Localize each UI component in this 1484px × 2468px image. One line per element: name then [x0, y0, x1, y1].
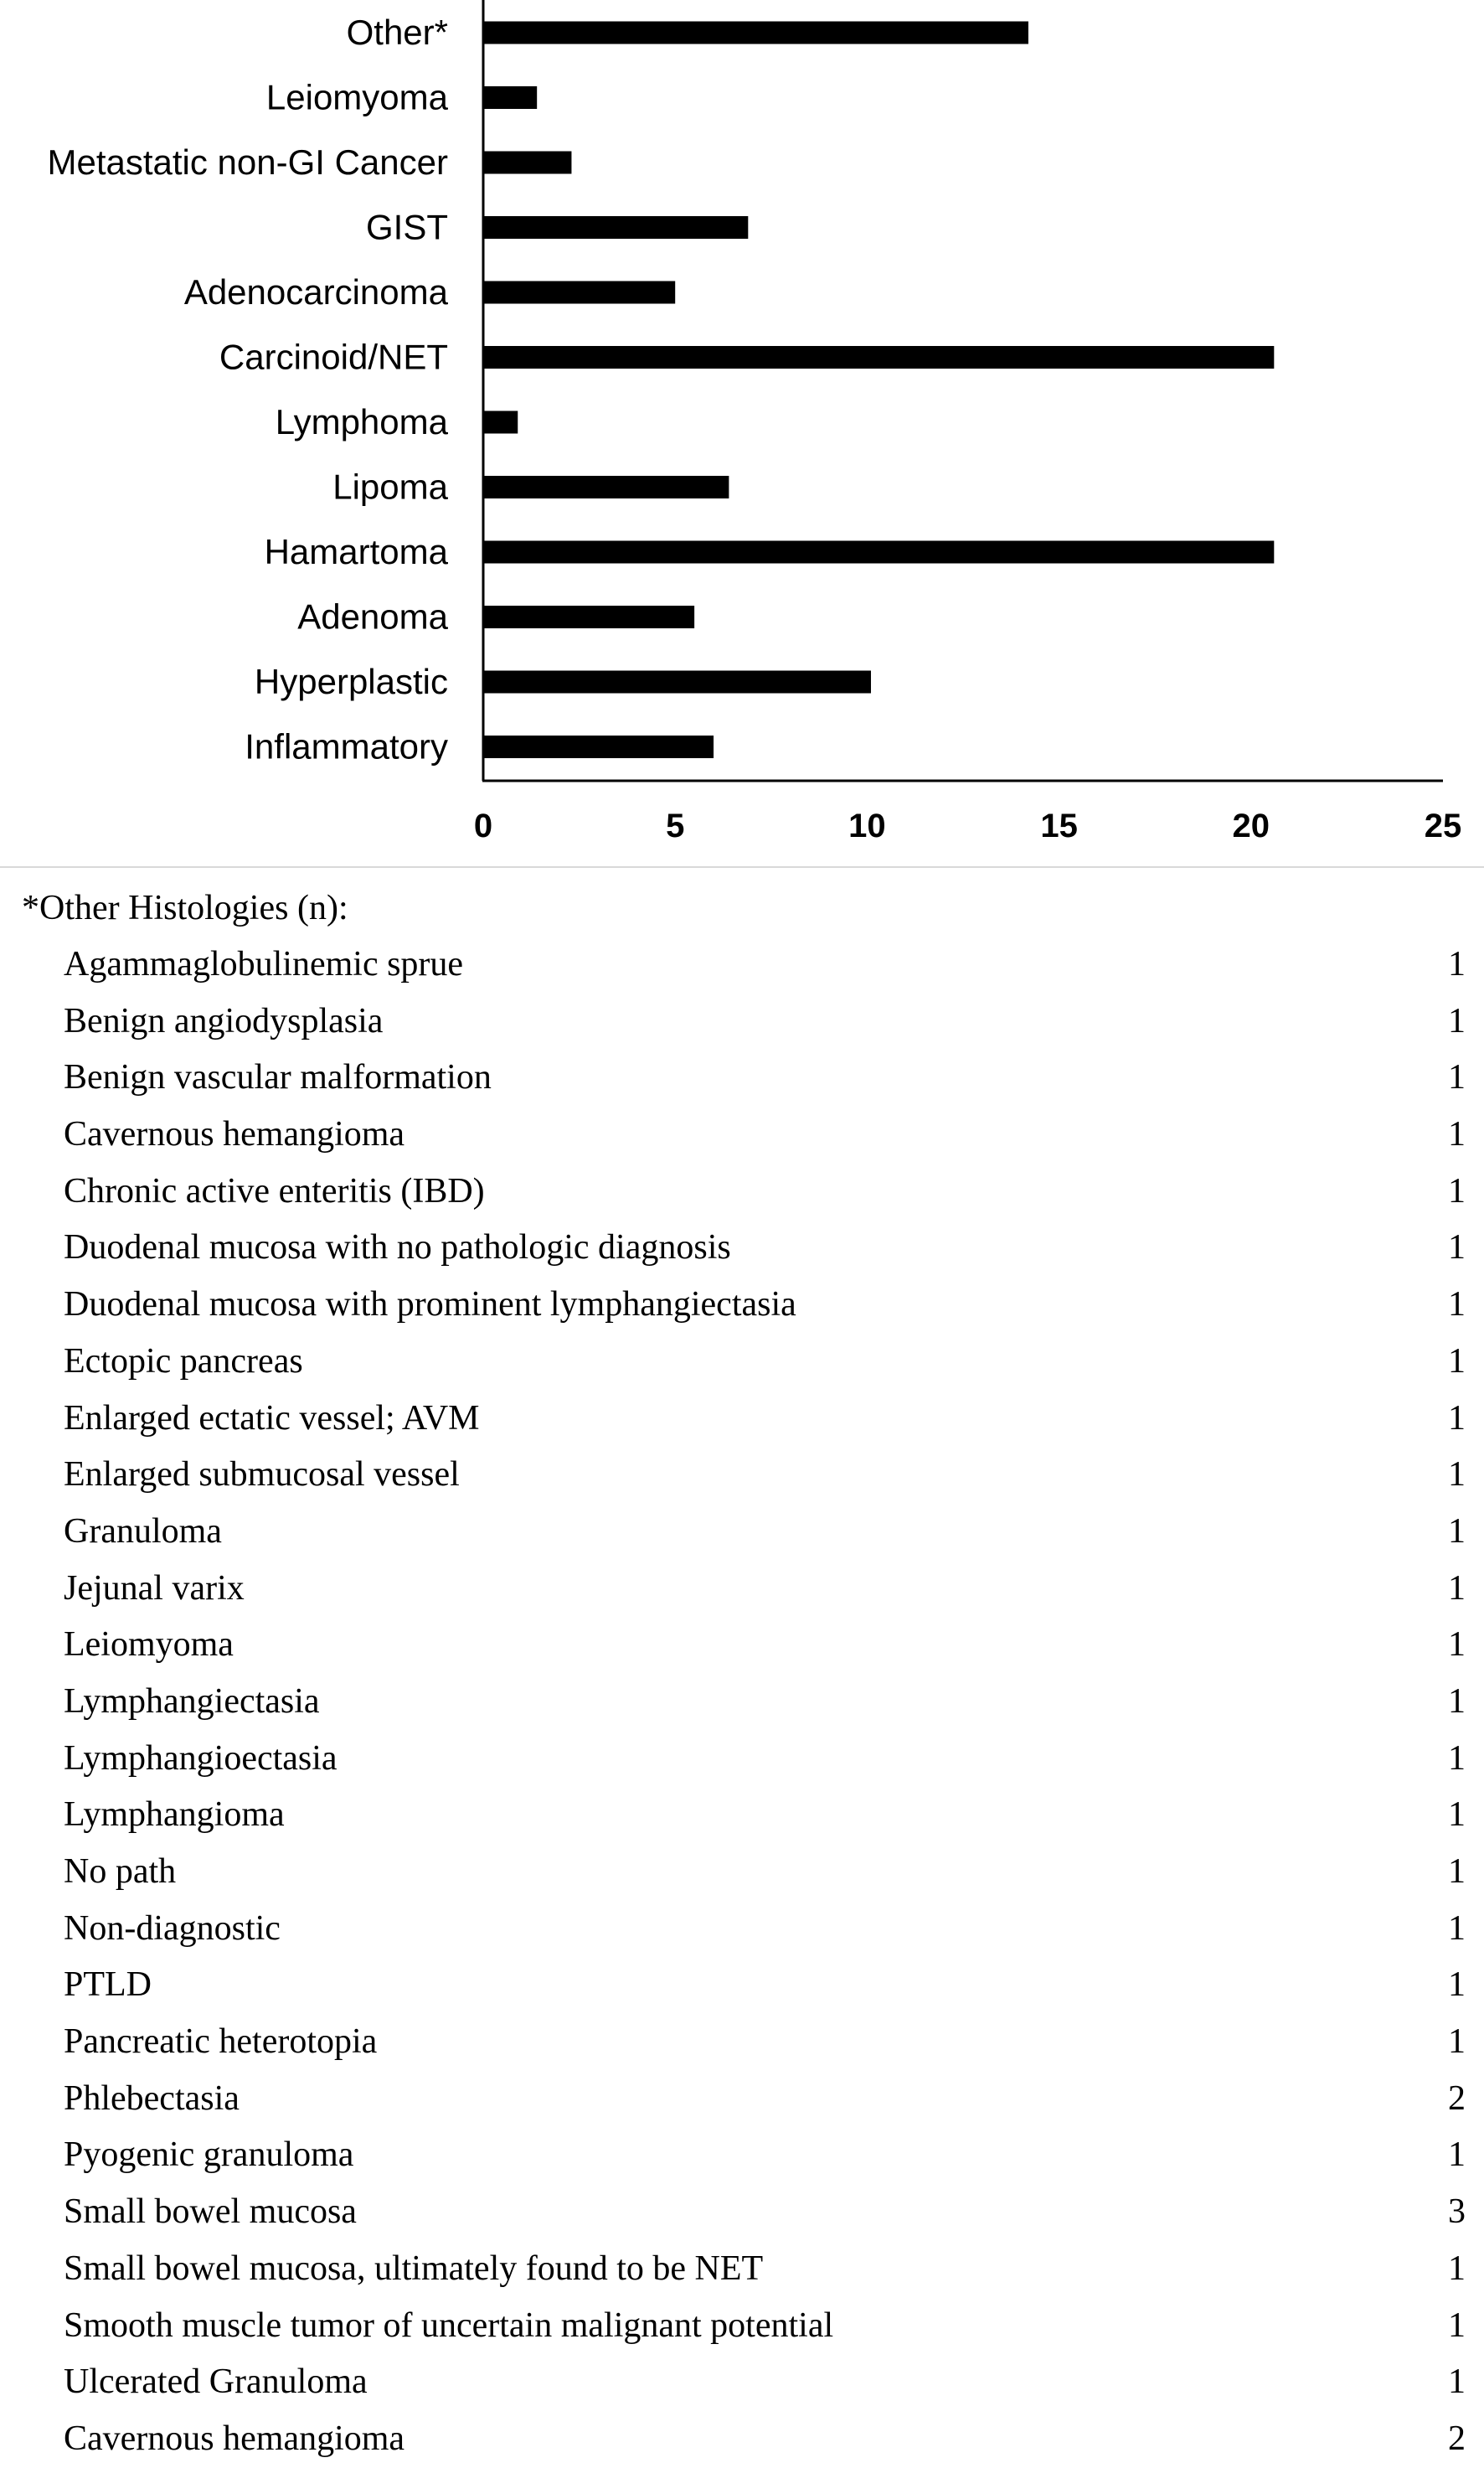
table-row — [0, 1050, 1484, 1107]
histology-label: Lymphangiectasia — [64, 1681, 320, 1721]
histology-count: 2 — [1448, 2419, 1466, 2458]
table-row — [0, 937, 1484, 994]
histology-label: Cavernous hemangioma — [64, 2419, 405, 2458]
table-row — [0, 1334, 1484, 1391]
histology-label: Non-diagnostic — [64, 1908, 281, 1948]
table-row — [0, 1787, 1484, 1844]
histology-label: Chronic active enteritis (IBD) — [64, 1171, 485, 1211]
bar-lymphoma — [483, 411, 518, 434]
category-label: Adenocarcinoma — [183, 272, 448, 312]
bar-adenoma — [483, 606, 694, 628]
histology-count: 1 — [1448, 945, 1466, 984]
table-row — [0, 1731, 1484, 1788]
histology-count: 1 — [1448, 1795, 1466, 1835]
table-row — [0, 1164, 1484, 1221]
bar-carcinoid-net — [483, 346, 1274, 369]
histology-label: Leiomyoma — [64, 1625, 234, 1665]
histology-label: Benign angiodysplasia — [64, 1001, 384, 1040]
x-tick-label: 25 — [1424, 808, 1462, 844]
histology-label: Ectopic pancreas — [64, 1341, 303, 1381]
histology-count: 1 — [1448, 1511, 1466, 1551]
histology-label: Small bowel mucosa — [64, 2192, 357, 2232]
histology-count: 1 — [1448, 1398, 1466, 1438]
category-label: Leiomyoma — [265, 77, 448, 117]
histology-label: Phlebectasia — [64, 2078, 240, 2118]
histology-count: 1 — [1448, 2135, 1466, 2175]
histology-count: 1 — [1448, 1228, 1466, 1268]
bar-inflammatory — [483, 736, 714, 758]
table-row — [0, 1674, 1484, 1731]
table-row — [0, 1447, 1484, 1504]
bar-gist — [483, 216, 748, 239]
category-label: Inflammatory — [245, 726, 448, 767]
table-row — [0, 1277, 1484, 1334]
histology-count: 2 — [1448, 2078, 1466, 2118]
histology-count: 1 — [1448, 1171, 1466, 1211]
category-labels — [47, 13, 448, 767]
histology-label: Duodenal mucosa with no pathologic diagnosis — [64, 1228, 731, 1268]
histology-count: 1 — [1448, 1568, 1466, 1608]
histology-label: Enlarged ectatic vessel; AVM — [64, 1398, 480, 1438]
histology-label: Enlarged submucosal vessel — [64, 1455, 460, 1495]
histology-label: PTLD — [64, 1965, 152, 2005]
histology-count: 1 — [1448, 1285, 1466, 1324]
bar-lipoma — [483, 476, 729, 498]
table-row — [0, 2411, 1484, 2468]
table-row — [0, 2071, 1484, 2128]
histology-count: 1 — [1448, 2022, 1466, 2062]
category-label: GIST — [365, 207, 448, 247]
histology-label: Pancreatic heterotopia — [64, 2022, 378, 2062]
x-tick-label: 20 — [1232, 808, 1270, 844]
x-tick-label: 5 — [666, 808, 685, 844]
table-row — [0, 1391, 1484, 1448]
histology-count: 1 — [1448, 1625, 1466, 1665]
category-label: Adenoma — [297, 596, 448, 637]
table-row — [0, 2241, 1484, 2298]
table-row — [0, 1617, 1484, 1674]
histology-label: Benign vascular malformation — [64, 1058, 492, 1097]
x-tick-label: 10 — [848, 808, 886, 844]
histology-label: No path — [64, 1852, 177, 1891]
histology-count: 1 — [1448, 1852, 1466, 1891]
table-heading: *Other Histologies (n): — [22, 889, 348, 927]
bar-hamartoma — [483, 541, 1274, 564]
histology-count: 1 — [1448, 1058, 1466, 1097]
table-row — [0, 1504, 1484, 1561]
histology-label: Duodenal mucosa with prominent lymphangiectasia — [64, 1285, 796, 1324]
category-label: Lipoma — [332, 467, 448, 507]
histology-count: 1 — [1448, 1455, 1466, 1495]
table-row — [0, 2127, 1484, 2184]
histology-label: Jejunal varix — [64, 1568, 245, 1608]
histology-label: Lymphangioma — [64, 1795, 285, 1835]
bar-other — [483, 22, 1028, 44]
histology-label: Granuloma — [64, 1511, 222, 1551]
histology-label: Small bowel mucosa, ultimately found to be NET — [64, 2249, 764, 2288]
table-row — [0, 2354, 1484, 2411]
table-row — [0, 1561, 1484, 1618]
category-label: Carcinoid/NET — [219, 337, 448, 377]
category-label: Hamartoma — [264, 532, 448, 571]
bar-adenocarcinoma — [483, 281, 675, 304]
table-row — [0, 1220, 1484, 1277]
histology-count: 1 — [1448, 1341, 1466, 1381]
table-row — [0, 1107, 1484, 1164]
histology-label: Smooth muscle tumor of uncertain malignant potential — [64, 2305, 834, 2345]
bar-leiomyoma — [483, 86, 537, 109]
histology-count: 1 — [1448, 1908, 1466, 1948]
table-row — [0, 1957, 1484, 2014]
histology-count: 1 — [1448, 1001, 1466, 1040]
histology-count: 1 — [1448, 2249, 1466, 2288]
table-row — [0, 1844, 1484, 1901]
table-row — [0, 2184, 1484, 2241]
section-divider — [0, 866, 1484, 868]
category-label: Metastatic non-GI Cancer — [47, 142, 448, 182]
histology-count: 1 — [1448, 2362, 1466, 2402]
table-row — [0, 2014, 1484, 2071]
x-tick-labels — [474, 808, 1461, 844]
histology-label: Lymphangioectasia — [64, 1738, 338, 1778]
table-row — [0, 1901, 1484, 1958]
histology-count: 1 — [1448, 1738, 1466, 1778]
histology-count: 1 — [1448, 2305, 1466, 2345]
table-row — [0, 994, 1484, 1051]
histology-count: 1 — [1448, 1115, 1466, 1154]
bar-metastatic-non-gi-cancer — [483, 152, 571, 174]
x-tick-label: 0 — [473, 808, 493, 844]
category-label: Other* — [346, 13, 448, 52]
histology-count: 3 — [1448, 2192, 1466, 2232]
bars-group — [483, 22, 1274, 759]
histology-count: 1 — [1448, 1681, 1466, 1721]
histology-label: Cavernous hemangioma — [64, 1115, 405, 1154]
x-tick-label: 15 — [1040, 808, 1078, 844]
histology-label: Agammaglobulinemic sprue — [64, 945, 464, 984]
bar-hyperplastic — [483, 671, 871, 694]
histology-count: 1 — [1448, 1965, 1466, 2005]
table-row — [0, 2298, 1484, 2355]
category-label: Lymphoma — [275, 402, 448, 441]
histology-bar-chart — [0, 0, 1484, 863]
table-rows — [0, 937, 1484, 2468]
category-label: Hyperplastic — [254, 662, 448, 701]
histology-label: Ulcerated Granuloma — [64, 2362, 368, 2402]
histology-label: Pyogenic granuloma — [64, 2135, 354, 2175]
